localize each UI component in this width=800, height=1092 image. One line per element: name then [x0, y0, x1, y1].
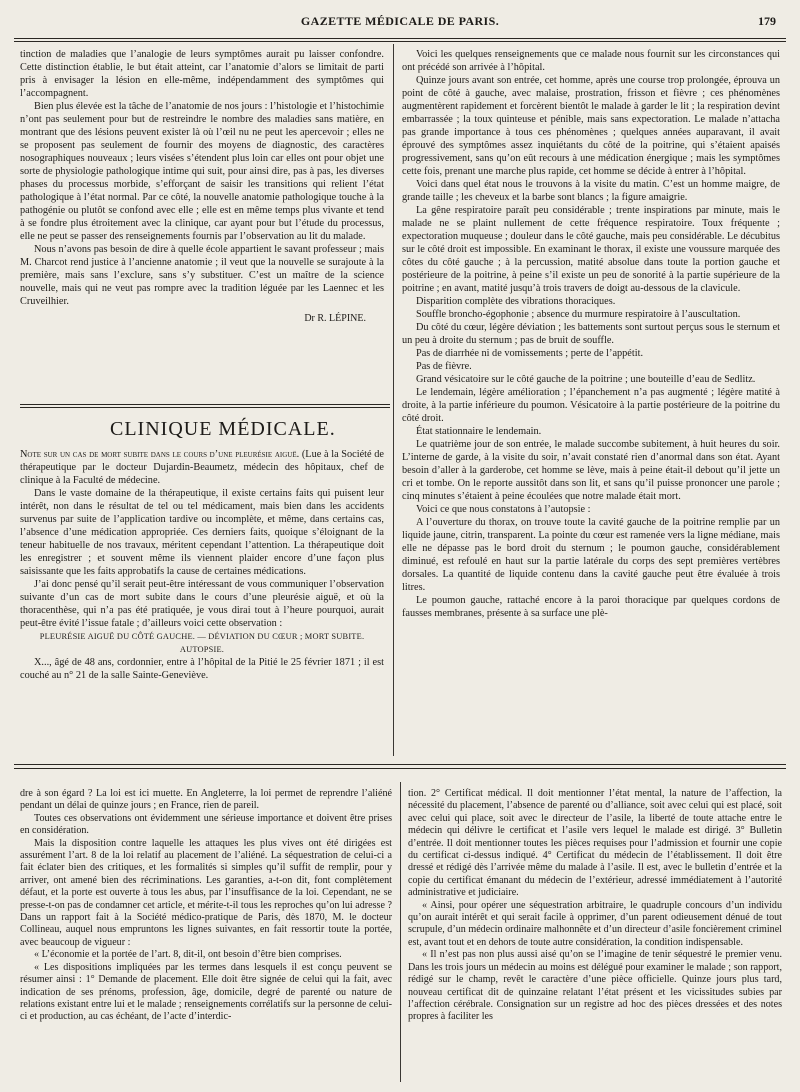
- feuilleton-rule-2: [14, 768, 786, 769]
- journal-title: GAZETTE MÉDICALE DE PARIS.: [300, 14, 500, 28]
- paragraph: La gêne respiratoire paraît peu considérable ; trente inspirations par minute, mais le malade ne se plaint nullement de cette fréquence respiratoire. Toux fréquente ; expectoration muqueuse ; douleur dans le côté gauche, mais peu considérable. Le décubitus sur le côté droit est impossible. En examinant le thorax, il existe une voussure marquée des côtes du côté gauche ; à la percussion, matité absolue dans toute la portion gauche et postérieure de la poitrine, à peine s’il existe un peu de sonorité à la partie supérieure de la poitrine ; en avant, matité jusqu’à trois travers de doigt au-dessous de la clavicule.: [402, 205, 780, 294]
- note-attribution: (Lue à la Société de thérapeutique par le docteur Dujardin-Beaumetz, médecin des hôpitaux, chef de clinique à la Faculté de médecine.: [20, 449, 384, 486]
- section-rule: [20, 404, 390, 405]
- paragraph: « Il n’est pas non plus aussi aisé qu’on se l’imagine de tenir séquestré le premier venu. Dans les trois jours un médecin au moins est délégué pour examiner le malade ; son rapport, rédigé sur le champ, revêt le caractère d’une pièce officielle. Quinze jours plus tard, nouveau certificat dit de quinzaine relatant l’état présent et les vicissitudes subies par l’affection cérébrale. Consignation sur un registre ad hoc des pièces dressées et des notes propres à faciliter les: [408, 949, 782, 1023]
- paragraph: « L’économie et la portée de l’art. 8, dit-il, ont besoin d’être bien comprises.: [34, 949, 342, 961]
- paragraph: Nous n’avons pas besoin de dire à quelle école appartient le savant professeur ; mais M. Charcot rend justice à l’ancienne anatomie ; il veut que la nouvelle se surajoute à la première, mais sans l’exclure, sans s’y substituer. C’est un maître de la science nouvelle, mais qui ne veut pas rompre avec la tradition léguée par les Laennec et les Cruveilhier.: [20, 244, 384, 307]
- paragraph: Toutes ces observations ont évidemment une sérieuse importance et doivent être prises en considération.: [20, 812, 392, 837]
- section-heading: CLINIQUE MÉDICALE.: [110, 418, 336, 440]
- bottom-left-column: [20, 788, 392, 1084]
- header-rule: [14, 38, 786, 39]
- left-column-top: [20, 48, 384, 398]
- paragraph: Pas de diarrhée ni de vomissements ; perte de l’appétit.: [416, 348, 644, 359]
- paragraph: Voici dans quel état nous le trouvons à la visite du matin. C’est un homme maigre, de grande taille ; les cheveux et la barbe sont blancs ; la figure amaigrie.: [402, 179, 780, 203]
- paragraph: Le poumon gauche, rattaché encore à la paroi thoracique par quelques cordons de fausses membranes, présente à sa surface une plè-: [402, 595, 780, 619]
- paragraph: J’ai donc pensé qu’il serait peut-être intéressant de vous communiquer l’observation suivante d’un cas de mort subite dans le cours d’une pleurésie aiguë, et où la thoracenthèse, qui n’a pas été pratiquée, je vous dirai tout à l’heure pourquoi, aurait peut-être évité l’issue fatale ; d’ailleurs voici cette observation :: [20, 579, 384, 629]
- paragraph: Souffle broncho-égophonie ; absence du murmure respiratoire à l’auscultation.: [416, 309, 741, 320]
- paragraph: X..., âgé de 48 ans, cordonnier, entre à l’hôpital de la Pitié le 25 février 1871 ; il est couché au n° 21 de la salle Sainte-Geneviève.: [20, 657, 384, 681]
- paragraph: A l’ouverture du thorax, on trouve toute la cavité gauche de la poitrine remplie par un liquide jaune, citrin, transparent. La pointe du cœur est ramenée vers la ligne médiane, mais elle ne dépasse pas le bord droit du sternum ; le poumon gauche, considérablement diminué, est refoulé en haut sur la partie latérale du corps des sept premières vertèbres dorsales. La quantité de liquide contenu dans la cavité gauche peut être évaluée à trois litres.: [402, 517, 780, 593]
- section-rule-2: [20, 407, 390, 408]
- paragraph: Voici les quelques renseignements que ce malade nous fournit sur les circonstances qui ont précédé son arrivée à l’hôpital.: [402, 49, 780, 73]
- paragraph: Quinze jours avant son entrée, cet homme, après une course trop prolongée, éprouva un point de côté à gauche, avec malaise, prostration, frisson et fièvre ; ces phénomènes augmentèrent rapidement et forcèrent bientôt le malade à garder le lit ; la respiration devint embarrassée ; la toux quinteuse et pénible, mais sans expectoration. Le malade n’attacha pas grande importance à tous ces phénomènes ; quelques années auparavant, il avait éprouvé des symptômes assez inquiétants du côté de la poitrine, qui s’étaient apaisés progressivement, sans qu’on eût recours à une médication énergique ; mais les symptômes cette fois, prenant une marche plus rapide, cet homme se décide à entrer à l’hôpital.: [402, 75, 780, 177]
- paragraph: Du côté du cœur, légère déviation ; les battements sont surtout perçus sous le sternum et un peu à droite du sternum ; pas de bruit de souffle.: [402, 322, 780, 346]
- note-title: Note sur un cas de mort subite dans le cours d’une pleurésie aiguë.: [20, 449, 300, 460]
- paragraph: Mais la disposition contre laquelle les attaques les plus vives ont été dirigées est assurément l’art. 8 de la loi relatif au placement de l’aliéné. La séquestration de celui-ci a fait éclater bien des critiques, et les formalités si simples qu’il suffit de remplir, pour y arriver, ont amené bien des récriminations. Les garanties, a-t-on dit, font complètement défaut, et la porte est ouverte à tous les abus, par l’insuffisance de la loi. Cependant, ne se presse-t-on pas de condamner cet article, et mérite-t-il tous les reproches qu’on lui adresse ? Dans un rapport fait à la Société médico-pratique de Paris, dès 1870, M. le docteur Collineau, auquel nous empruntons les lignes suivantes, en fait ressortir toute la portée, avec beaucoup de vigueur :: [20, 837, 392, 948]
- note-heading: [20, 448, 384, 487]
- paragraph: Le lendemain, légère amélioration ; l’épanchement n’a pas augmenté ; légère matité à droite, à la partie inférieure du poumon. Vésicatoire à la partie postérieure de la poitrine du côté droit.: [402, 387, 780, 424]
- column-divider: [393, 44, 394, 756]
- paragraph: Grand vésicatoire sur le côté gauche de la poitrine ; une bouteille d’eau de Sedlitz.: [416, 374, 756, 385]
- feuilleton-rule: [14, 764, 786, 765]
- paragraph: Bien plus élevée est la tâche de l’anatomie de nos jours : l’histologie et l’histochimie n’ont pas seulement pour but de restreindre le nombre des maladies sans matière, en montrant que des lésions peuvent exister là où l’œil nu ne peut les apercevoir ; elles ne se proposent pas seulement de fournir des moyens de diagnostic, des caractères nosographiques nouveaux ; leurs visées s’étendent plus loin car elles ont pour objet une sorte de physiologie pathologique intime qui suit, pour ainsi dire, pas à pas, les diverses phases du processus morbide, s’efforçant de saisir les transitions qui relient l’état pathologique à l’état normal. Par ce côté, la nouvelle anatomie pathologique touche à la pathogénie ou plutôt se confond avec elle ; elle est en même temps plus vivante et tend à se fondre plus étroitement avec la clinique, car ayant pour but l’étude du processus, elle ne peut se passer des renseignements fournis par l’observation au lit du malade.: [20, 101, 384, 242]
- paragraph: dre à son égard ? La loi est ici muette. En Angleterre, la loi permet de reprendre l’aliéné pendant un délai de quinze jours ; en France, rien de pareil.: [20, 788, 392, 812]
- paragraph: Voici ce que nous constatons à l’autopsie :: [416, 504, 591, 515]
- paragraph: Le quatrième jour de son entrée, le malade succombe subitement, à huit heures du soir. L’interne de garde, à la visite du soir, n’avait constaté rien d’anormal dans son état. Ayant besoin d’aller à la garderobe, cet homme se lève, mais à peine était-il debout qu’il jette un cri et tombe. On le reporte aussitôt dans son lit, et sans qu’il puisse prononcer une parole ; cinq minutes s’étaient à peine écoulées que notre malade était mort.: [402, 439, 780, 502]
- paragraph: Pas de fièvre.: [416, 361, 472, 372]
- paragraph: tinction de maladies que l’analogie de leurs symptômes aurait pu laisser confondre. Cette distinction établie, le but était atteint, car l’anatomie d’alors se limitait de parti pris à envisager la lésion en elle-même, indépendamment des symptômes qui l’accompagnent.: [20, 49, 384, 99]
- left-column-bottom: [20, 448, 384, 754]
- observation-heading: PLEURÉSIE AIGUË DU CÔTÉ GAUCHE. — DÉVIATION DU CŒUR ; MORT SUBITE. AUTOPSIE.: [39, 632, 365, 654]
- signature: Dr R. LÉPINE.: [304, 313, 366, 324]
- paragraph: Dans le vaste domaine de la thérapeutique, il existe certains faits qui puisent leur intérêt, non dans le résultat de tel ou tel médicament, mais bien dans les accidents survenus par suite de l’application tardive ou incomplète, et même, dans certains cas, l’absence d’une médication appropriée. Ces derniers faits, quoique s’éloignant de la teneur habituelle de nos travaux, méritent cependant l’attention. La thérapeutique doit les enregistrer ; et souvent même ils viennent plaider encore d’une façon plus saisissante que les faits approbatifs la cause de certaines médications.: [20, 488, 384, 577]
- paragraph: « Les dispositions impliquées par les termes dans lesquels il est conçu peuvent se résumer ainsi : 1° Demande de placement. Elle doit être signée de celui qui la fait, avec indication de ses prénoms, profession, âge, domicile, degré de parenté ou nature de relations existant entre lui et le malade ; renseignements corrélatifs sur la personne de celui-ci et production, au cas échéant, de l’acte d’interdic-: [20, 961, 392, 1023]
- paragraph: Disparition complète des vibrations thoraciques.: [416, 296, 616, 307]
- bottom-column-divider: [400, 782, 401, 1082]
- right-column-top: [402, 48, 780, 754]
- paragraph: « Ainsi, pour opérer une séquestration arbitraire, le quadruple concours d’un individu qu’on aurait intérêt et qui serait facile à opprimer, d’un parent odieusement dénué de tout scrupule, d’un médecin ordinaire malhonnête et d’un directeur d’asile foncièrement criminel est, avant tout et en dehors de toute autre considération, la condition indispensable.: [408, 899, 782, 948]
- bottom-right-column: [408, 788, 782, 1084]
- header-rule-2: [14, 41, 786, 42]
- page-header: [18, 14, 782, 34]
- paragraph: tion. 2° Certificat médical. Il doit mentionner l’état mental, la nature de l’affection, la nécessité du placement, l’absence de parenté ou d’alliance, soit avec celui qui est placé, soit avec celui qui place, soit avec le directeur de l’asile, la liberté de toute attache entre le médecin qui délivre le certificat et l’asile vers lequel le malade est dirigé. 3° Bulletin d’entrée. Il doit mentionner toutes les pièces requises pour l’admission et fournir une copie du certificat ci-dessus indiqué. 4° Certificat du médecin de l’établissement. Il doit être dressé et rédigé dès l’arrivée même du malade à l’asile. Il est, avec le bulletin d’entrée et la copie du certificat émanant du médecin de l’extérieur, adressé immédiatement à l’autorité administrative et judiciaire.: [408, 788, 782, 899]
- page-number: 179: [758, 14, 776, 28]
- paragraph: État stationnaire le lendemain.: [416, 426, 542, 437]
